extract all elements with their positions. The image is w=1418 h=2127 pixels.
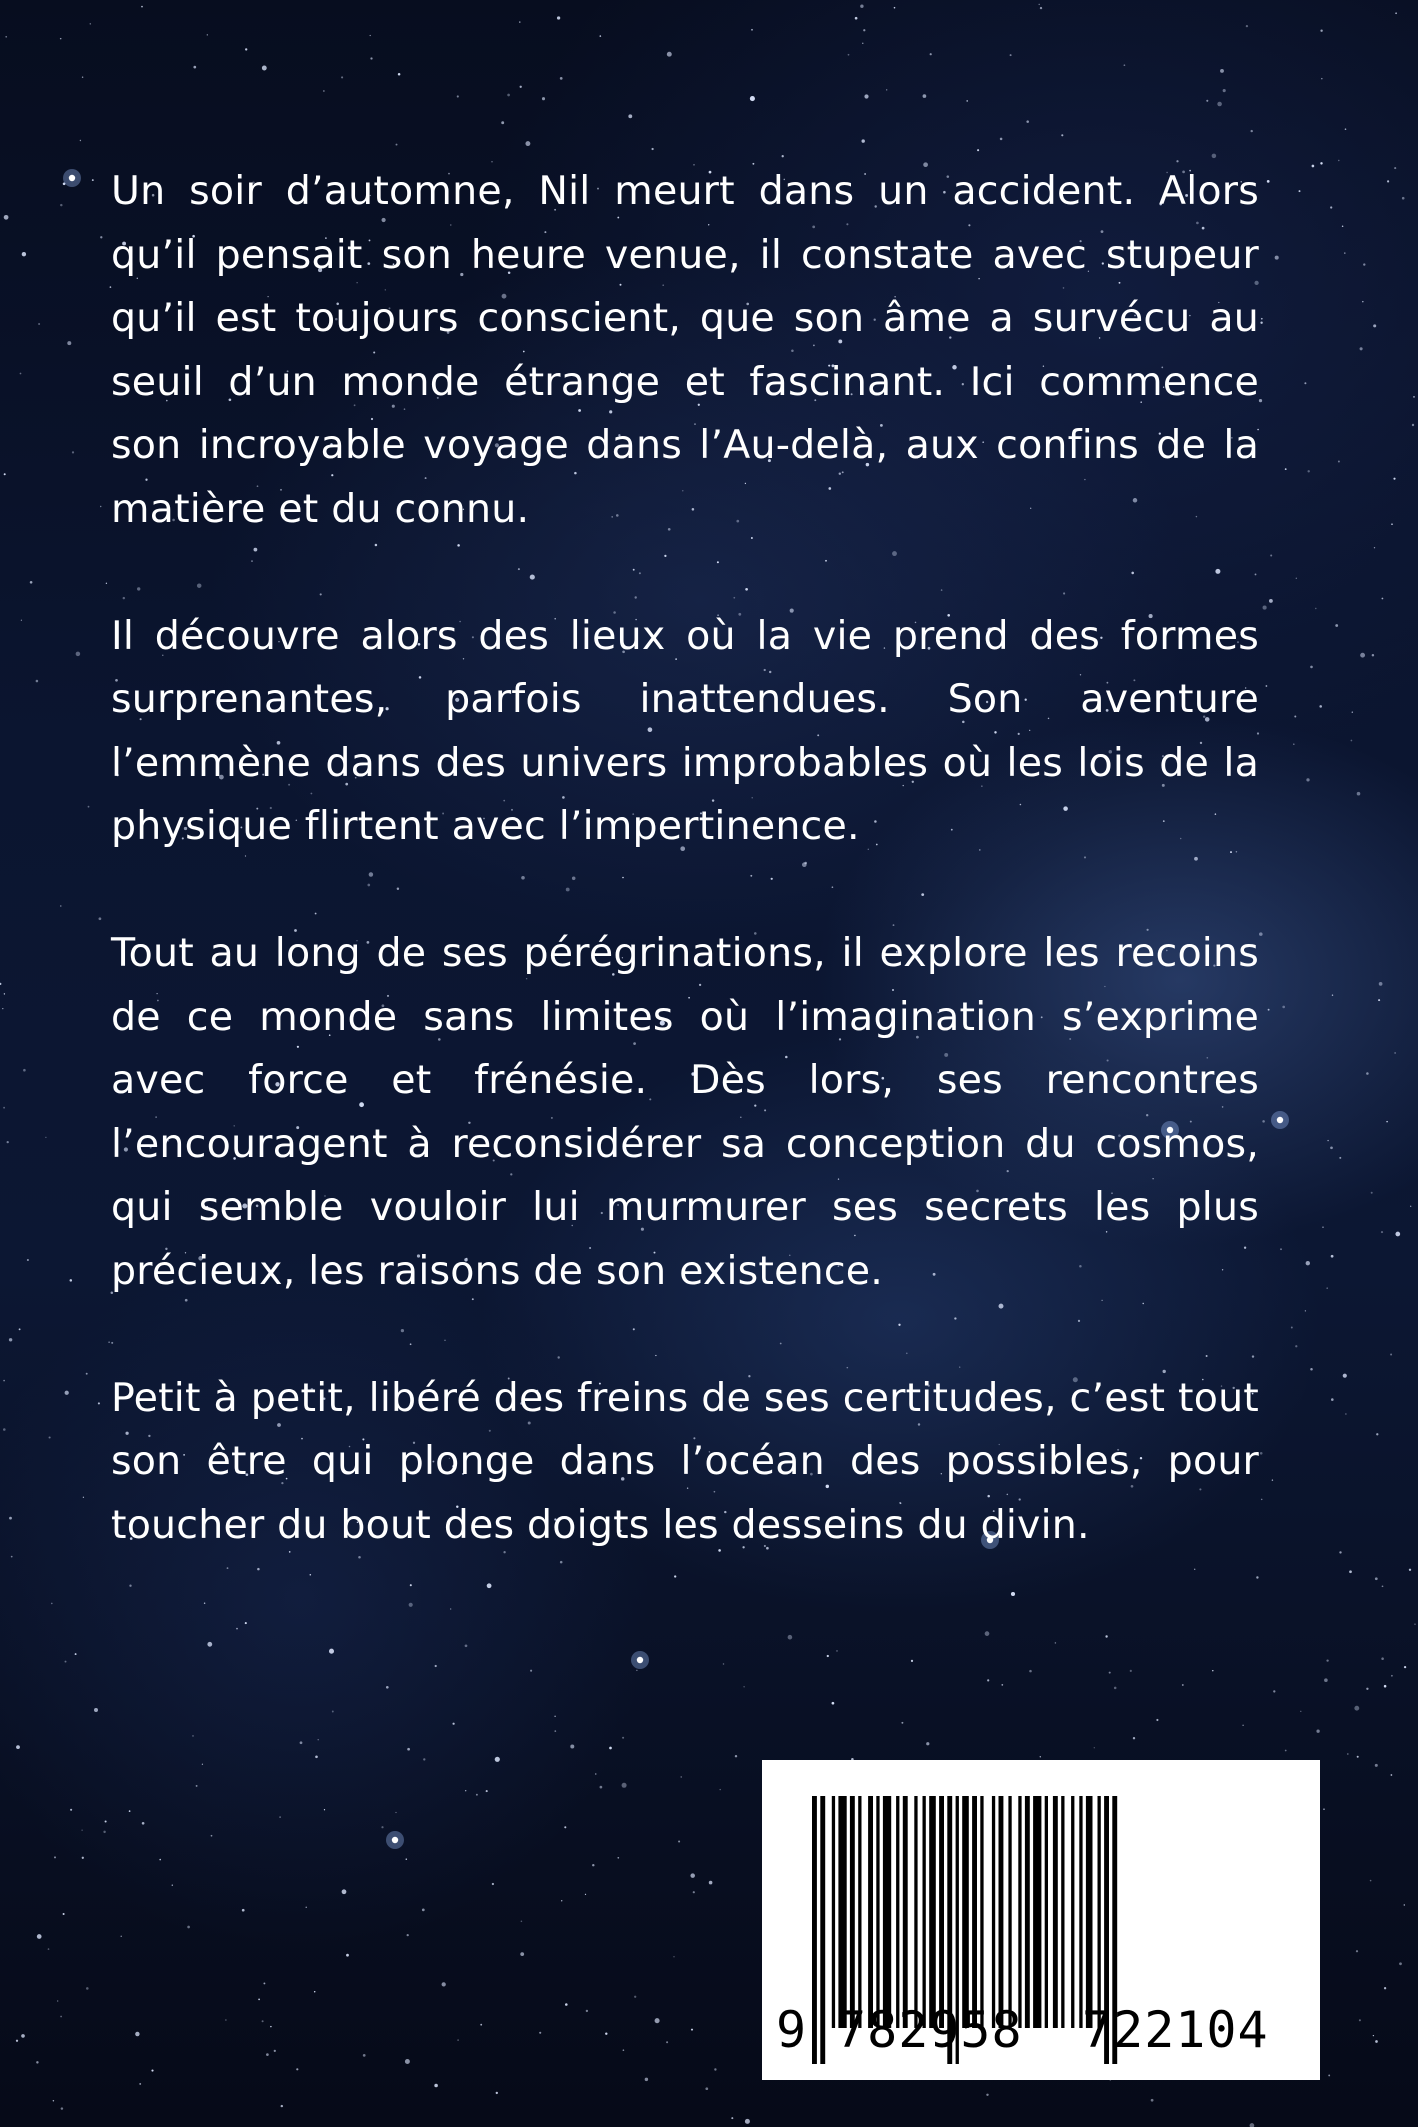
barcode-left-digits: 782958 (836, 2001, 1023, 2059)
summary-paragraph-1: Un soir d’automne, Nil meurt dans un accident. Alors qu’il pensait son heure venue, il constate avec stupeur qu’il est toujours conscient, que son âme a survécu au seuil d’un monde étrange et fascinant. Ici commence son incroyable voyage dans l’Au-delà, aux confins de la matière et du connu. (111, 168, 1259, 532)
summary-paragraph-2: Il découvre alors des lieux où la vie prend des formes surprenantes, parfois inattendues. Son aventure l’emmène dans des univers improbables où les lois de la physique flirtent avec l’impertinence. (111, 612, 1259, 849)
isbn-barcode (762, 1760, 1320, 2080)
summary-paragraph-3: Tout au long de ses pérégrinations, il explore les recoins de ce monde sans limites où l’imagination s’exprime avec force et frénésie. Dès lors, ses rencontres l’encouragent à reconsidérer sa conception du cosmos, qui semble vouloir lui murmurer ses secrets les plus précieux, les raisons de son existence. (111, 930, 1259, 1294)
barcode-lead-digit: 9 (776, 2001, 808, 2059)
barcode-right-digits: 722104 (1082, 2001, 1269, 2059)
back-cover-summary (111, 160, 1259, 1557)
summary-paragraph-4: Petit à petit, libéré des freins de ses certitudes, c’est tout son être qui plonge dans l’océan des possibles, pour toucher du bout des doigts les desseins du divin. (111, 1374, 1259, 1548)
